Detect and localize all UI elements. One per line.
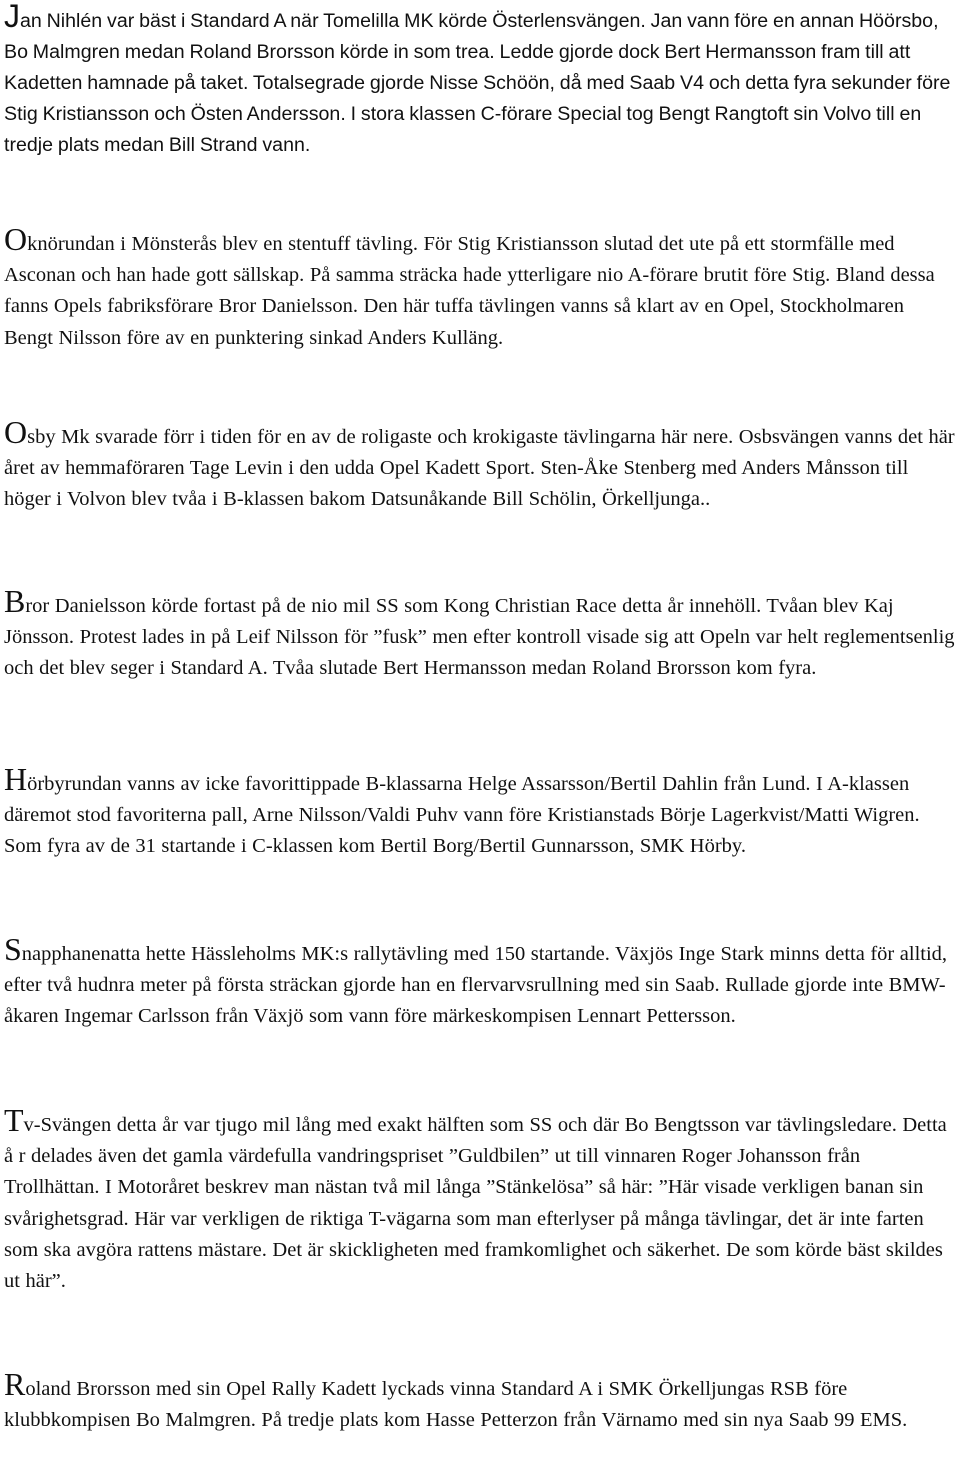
paragraph-horbyrundan [0, 761, 960, 863]
paragraph-nihlen [0, 0, 960, 161]
paragraph-text: an Nihlén var bäst i Standard A när Tomelilla MK körde Österlensvängen. Jan vann före en annan Höörsbo, Bo Malmgren medan Roland Brorsson körde in som trea. Ledde gjorde dock Bert Hermansson fram till att Kadetten hamnade på taket. Totalsegrade gjorde Nisse Schöön, då med Saab V4 och detta fyra sekunder före Stig Kristiansson och Östen Andersson. I stora klassen C-förare Special tog Bengt Rangtoft sin Volvo till en tredje plats medan Bill Strand vann. [4, 10, 951, 156]
paragraph-text: sby Mk svarade förr i tiden för en av de roligaste och krokigaste tävlingarna här nere. Osbsvängen vanns det här året av hemmaföraren Tage Levin i den udda Opel Kadett Sport. Sten-Åke Stenberg med Anders Månsson till höger i Volvon blev tvåa i B-klassen bakom Datsunåkande Bill Schölin, Örkelljunga.. [4, 426, 955, 511]
paragraph-text: oland Brorsson med sin Opel Rally Kadett lyckads vinna Standard A i SMK Örkelljungas RSB före klubbkompisen Bo Malmgren. På tredje plats kom Hasse Petterzon från Värnamo med sin nya Saab 99 EMS. [4, 1378, 908, 1432]
paragraph-text: örbyrundan vanns av icke favorittippade B-klassarna Helge Assarsson/Bertil Dahlin från Lund. I A-klassen däremot stod favoriterna pall, Arne Nilsson/Valdi Puhv vann före Kristianstads Börje Lagerkvist/Matti Wigren. Som fyra av de 31 startande i C-klassen kom Bertil Borg/Bertil Gunnarsson, SMK Hörby. [4, 773, 920, 858]
drop-cap: B [4, 583, 26, 619]
paragraph-snapphanenatta [0, 931, 960, 1033]
drop-cap: J [4, 0, 20, 34]
drop-cap: S [4, 931, 22, 967]
paragraph-oknorundan [0, 221, 960, 354]
drop-cap: H [4, 761, 28, 797]
paragraph-tv-svangen [0, 1102, 960, 1297]
paragraph-bror-danielsson [0, 583, 960, 685]
drop-cap: O [4, 414, 28, 450]
drop-cap: T [4, 1102, 24, 1138]
paragraph-text: knörundan i Mönsterås blev en stentuff tävling. För Stig Kristiansson slutad det ute på ett stormfälle med Asconan och han hade gott sällskap. På samma sträcka hade ytterligare nio A-förare brutit före Stig. Bland dessa fanns Opels fabriksförare Bror Danielsson. Den här tuffa tävlingen vanns så klart av en Opel, Stockholmaren Bengt Nilsson före av en punktering sinkad Anders Kulläng. [4, 233, 935, 349]
paragraph-osby [0, 414, 960, 516]
paragraph-text: v-Svängen detta år var tjugo mil lång med exakt hälften som SS och där Bo Bengtsson var tävlingsledare. Detta å r delades även det gamla värdefulla vandringspriset ”Guldbilen” ut till vinnaren Roger Johansson från Trollhättan. I Motoråret beskrev man nästan två mil långa ”Stänkelösa” så här: ”Här visade verkligen banan sin svårighetsgrad. Här var verkligen de riktiga T-vägarna som man efterlyser på många tävlingar, det är inte farten som ska avgöra rattens mästare. Det är skickligheten med framkomlighet och säkerhet. De som körde bäst skildes ut här”. [4, 1114, 947, 1293]
paragraph-text: napphanenatta hette Hässleholms MK:s rallytävling med 150 startande. Växjös Inge Stark minns detta för alltid, efter två hudnra meter på första sträckan gjorde han en flervarvsrullning med sin Saab. Rullade gjorde inte BMW-åkaren Ingemar Carlsson från Växjö som vann före märkeskompisen Lennart Pettersson. [4, 943, 948, 1028]
drop-cap: R [4, 1366, 26, 1402]
paragraph-text: ror Danielsson körde fortast på de nio mil SS som Kong Christian Race detta år innehöll. Tvåan blev Kaj Jönsson. Protest lades in på Leif Nilsson för ”fusk” men efter kontroll visade sig att Opeln var helt reglementsenlig och det blev seger i Standard A. Tvåa slutade Bert Hermansson medan Roland Brorsson kom fyra. [4, 595, 955, 680]
drop-cap: O [4, 221, 28, 257]
paragraph-roland-brorsson [0, 1366, 960, 1436]
